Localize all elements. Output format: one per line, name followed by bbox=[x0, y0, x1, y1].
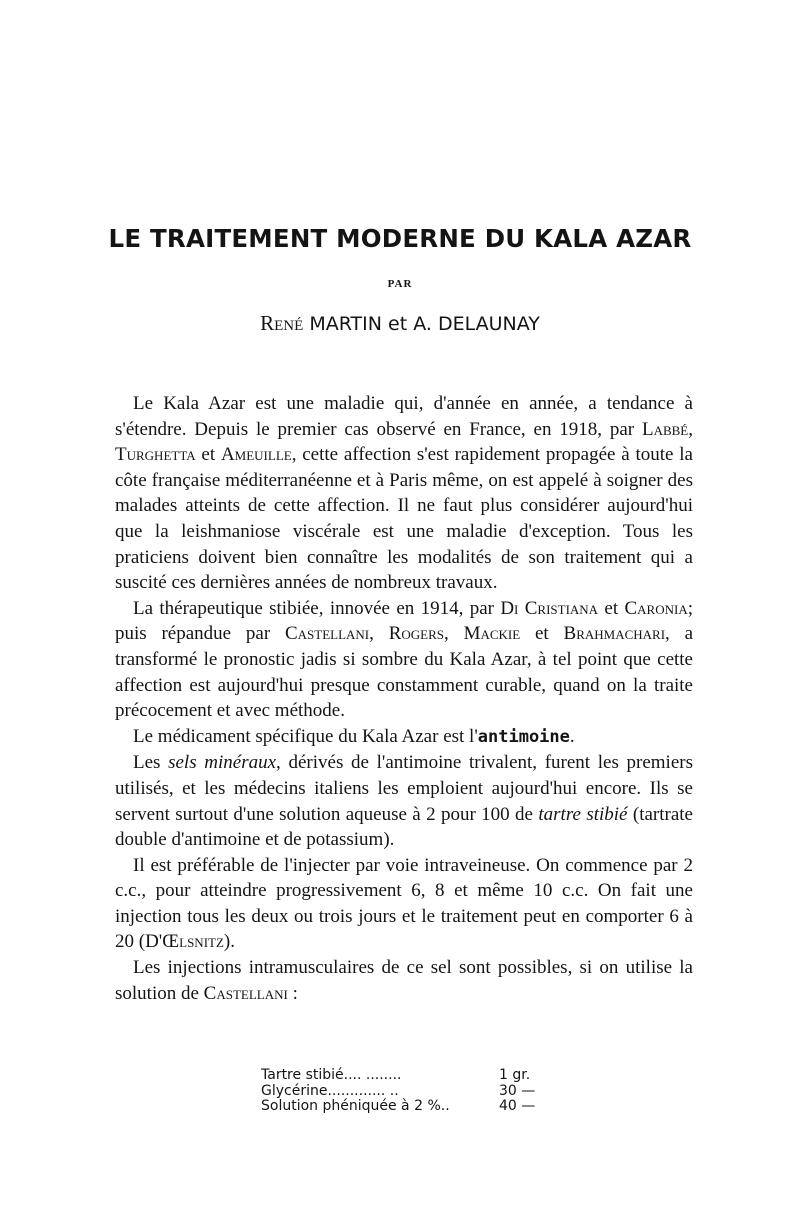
author1-surname: MARTIN bbox=[309, 313, 382, 335]
formula-row bbox=[261, 1068, 551, 1084]
author-line bbox=[0, 311, 800, 336]
formula-row bbox=[261, 1099, 551, 1115]
author-ref: Rogers bbox=[388, 623, 444, 645]
author-ref: Œlsnitz bbox=[162, 931, 224, 953]
ingredient-quantity: 1 gr. bbox=[499, 1067, 531, 1083]
ingredient-name: Solution phéniquée à 2 %.. bbox=[261, 1098, 450, 1114]
author-conjunction: et bbox=[388, 313, 408, 335]
author-ref: Turghetta bbox=[115, 444, 196, 466]
ingredient-quantity: 30 — bbox=[499, 1082, 536, 1099]
author-ref: Brahmachari bbox=[563, 623, 666, 645]
ingredient-name: Tartre stibié.... ........ bbox=[261, 1067, 402, 1083]
paragraph-mineral-salts: Les sels minéraux, dérivés de l'antimoine trivalent, furent les premiers utilisés, et les médecins italiens les emploient aujourd'hui encore. Ils se servent surtout d'une solution aqueuse à 2 pour 100 de tartre stibié (tartrate double d'antimoine et de potassium). bbox=[115, 752, 693, 851]
article-body bbox=[115, 391, 693, 1006]
ingredient-name: Glycérine............. .. bbox=[261, 1082, 399, 1099]
author-ref: Ameuille bbox=[220, 444, 292, 466]
formula-row bbox=[261, 1084, 551, 1100]
paragraph-intravenous: Il est préférable de l'injecter par voie intraveineuse. On commence par 2 c.c., pour atteindre progressivement 6, 8 et même 10 c.c. On fait une injection tous les deux ou trois jours et le traitement peut en comporter 6 à 20 (D'Œlsnitz). bbox=[115, 854, 693, 953]
author-ref: Castellani bbox=[203, 982, 288, 1004]
article-title: LE TRAITEMENT MODERNE DU KALA AZAR bbox=[108, 224, 692, 253]
author-ref: Castellani bbox=[284, 623, 370, 645]
paragraph-therapy-history: La thérapeutique stibiée, innovée en 1914, par Di Cristiana et Caronia; puis répandue par Castellani, Rogers, Mackie et Brahmachari, a transformé le pronostic jadis si sombre du Kala Azar, à tel point que cette affection est aujourd'hui presque constamment curable, quand on la traite précocement et avec méthode. bbox=[115, 597, 694, 722]
paragraph-intro: Le Kala Azar est une maladie qui, d'année en année, a tendance à s'étendre. Depuis le premier cas observé en France, en 1918, par Labbé, Turghetta et Ameuille, cette affection s'est rapidement propagée à toute la côte française méditerranéenne et à Paris même, on est appelé à soigner des malades atteints de cette affection. Il ne faut plus considérer aujourd'hui que la leishmaniose viscérale est une maladie d'exception. Tous les praticiens doivent bien connaître les modalités de son traitement qui a suscité ces dernières années de nombreux travaux. bbox=[115, 393, 693, 594]
emphasis-antimoine: antimoine bbox=[477, 726, 570, 747]
author-ref: Mackie bbox=[463, 623, 521, 645]
author-ref: Caronia bbox=[624, 597, 688, 619]
author2-name: A. DELAUNAY bbox=[413, 313, 540, 335]
italic-term: tartre stibié bbox=[538, 803, 628, 825]
by-line: PAR bbox=[387, 278, 413, 290]
italic-term: sels minéraux bbox=[168, 752, 277, 774]
prescription-formula bbox=[261, 1068, 551, 1115]
ingredient-quantity: 40 — bbox=[499, 1098, 536, 1114]
author1-firstname: René bbox=[260, 311, 304, 335]
author-ref: Labbé bbox=[641, 418, 689, 440]
paragraph-antimony: Le médicament spécifique du Kala Azar est l'antimoine. bbox=[133, 725, 575, 747]
author-ref: Di Cristiana bbox=[500, 597, 599, 619]
paragraph-intramuscular: Les injections intramusculaires de ce sel sont possibles, si on utilise la solution de Castellani : bbox=[115, 957, 693, 1004]
